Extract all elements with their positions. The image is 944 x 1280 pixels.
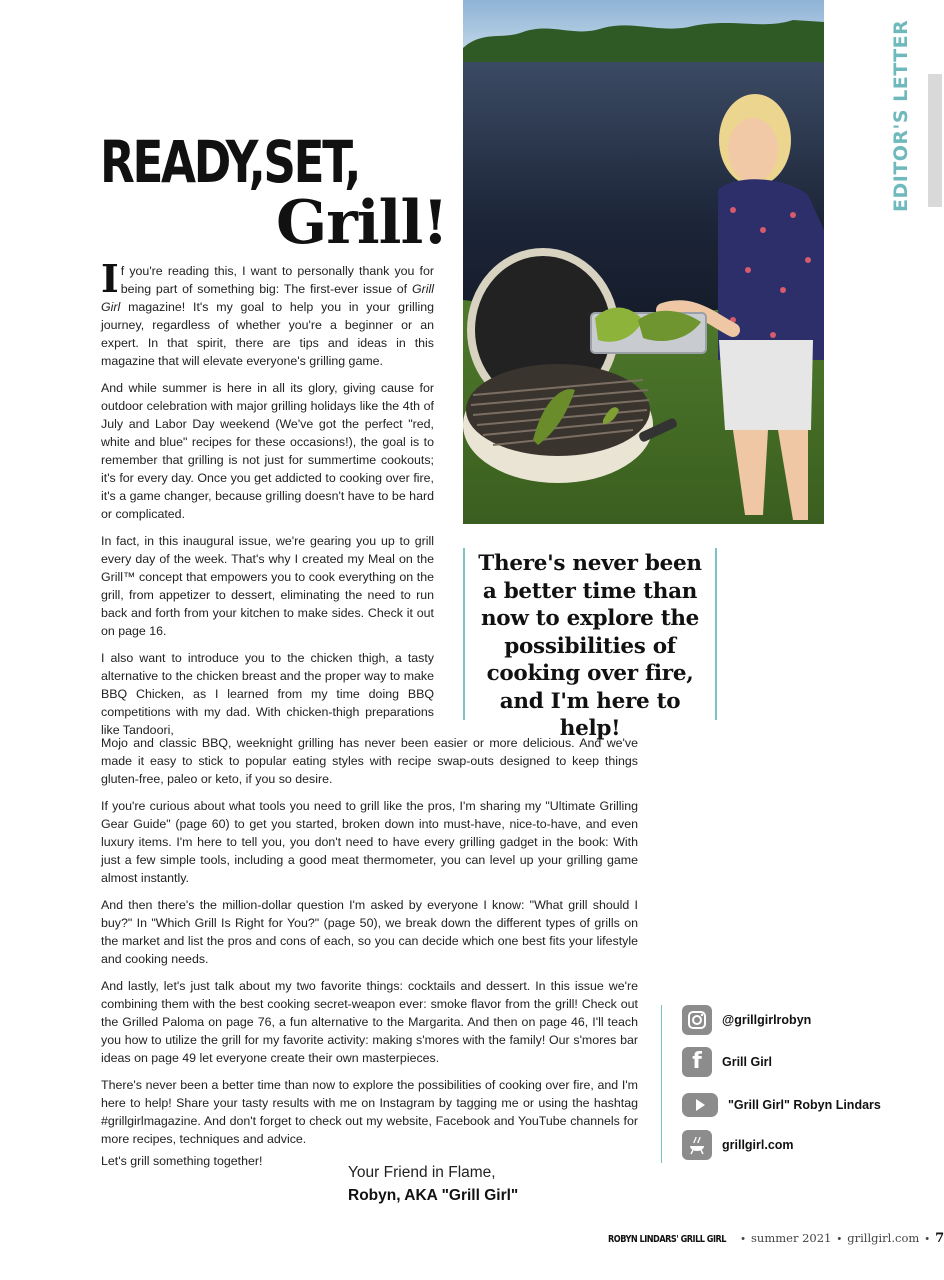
social-item-youtube[interactable] <box>682 1090 881 1120</box>
signoff-line: Your Friend in Flame, <box>348 1164 496 1181</box>
paragraph-7: And lastly, let's just talk about my two favorite things: cocktails and dessert. In this issue we're combining them with the best cooking secret-weapon ever: smoke flavor from the grill! Check out the Grilled Paloma on page 76, a fun alternative to the Margarita. And then on page 46, I'll teach you how to utilize the grill for my favorite activity: making s'mores with the family! Our s'mores bar ideas on page 49 let everyone create their own masterpieces. <box>101 979 638 1065</box>
social-label-website: grillgirl.com <box>722 1138 794 1152</box>
section-tab-bar <box>928 74 942 207</box>
paragraph-8: There's never been a better time than now to explore the possibilities of cooking over fire, and I'm here to help! Share your tasty results with me on Instagram by tagging me or using the hashtag #grillgirlmagazine. And don't forget to check out my website, Facebook and YouTube channels for more recipes, techniques and advice. <box>101 1078 638 1146</box>
youtube-icon <box>682 1093 718 1117</box>
pull-quote <box>463 548 717 741</box>
website-grill-icon <box>682 1130 712 1160</box>
section-tab <box>888 19 914 212</box>
paragraph-4-start: I also want to introduce you to the chicken thigh, a tasty alternative to the chicken breast and the proper way to make BBQ Chicken, as I learned from my time doing BBQ competitions with my dad. With chicken-thigh preparations like Tandoori, <box>101 651 434 737</box>
social-label-instagram: @grillgirlrobyn <box>722 1013 812 1027</box>
paragraph-5: If you're curious about what tools you need to grill like the pros, I'm sharing my "Ultimate Grilling Gear Guide" (page 60) to get you started, broken down into must-have, nice-to-have, and even luxury items. I'm here to tell you, you don't need to have every grilling gadget in the book: With just a few simple tools, including a good meat thermometer, you can level up your grilling game almost instantly. <box>101 799 638 885</box>
paragraph-6: And then there's the million-dollar question I'm asked by everyone I know: "What grill should I buy?" In "Which Grill Is Right for You?" (page 50), we break down the different types of grills on the market and list the pros and cons of each, so you can decide which one best fits your lifestyle and cooking needs. <box>101 898 638 966</box>
paragraph-4-continued: Mojo and classic BBQ, weeknight grilling has never been easier or more delicious. And we've made it easy to stick to popular eating styles with recipe swap-outs designed to keep things gluten-free, paleo or keto, if you so desire. <box>101 736 638 786</box>
social-item-facebook[interactable] <box>682 1047 772 1077</box>
social-item-website[interactable] <box>682 1130 794 1160</box>
headline-line-2: Grill! <box>276 188 448 258</box>
footer-brand: ROBYN LINDARS' GRILL GIRL <box>608 1234 726 1245</box>
paragraph-1-text: f you're reading this, I want to personally thank you for being part of something big: The first-ever issue of <box>120 264 434 296</box>
page-footer <box>608 1231 944 1246</box>
page-number: 7 <box>935 1231 944 1246</box>
social-item-instagram[interactable] <box>682 1005 811 1035</box>
author-signature: Robyn, AKA "Grill Girl" <box>348 1187 519 1204</box>
pull-quote-text: There's never been a better time than now to explore the possibilities of cooking over fire, and I'm here to help! <box>478 551 702 741</box>
footer-separator: • <box>837 1233 842 1245</box>
section-tab-label: EDITOR'S LETTER <box>890 19 912 212</box>
social-label-youtube: "Grill Girl" Robyn Lindars <box>728 1098 881 1112</box>
article-column-2 <box>101 734 638 1157</box>
footer-separator: • <box>741 1233 746 1245</box>
drop-cap: I <box>101 256 119 301</box>
social-links <box>661 1005 892 1163</box>
magazine-title-italic: Grill Girl <box>101 282 434 314</box>
paragraph-1-end: magazine! It's my goal to help you in your grilling journey, regardless of whether you're a beginner or an expert. In that spirit, there are tips and ideas in this magazine that will elevate everyone's grilling game. <box>101 300 434 368</box>
hero-photo-woman-grilling <box>463 0 824 524</box>
headline-line-1: READY,SET, <box>100 128 360 196</box>
footer-separator: • <box>925 1233 930 1245</box>
social-label-facebook: Grill Girl <box>722 1055 773 1069</box>
facebook-icon: f <box>682 1047 712 1077</box>
footer-issue: summer 2021 <box>751 1231 832 1245</box>
article-column-1 <box>101 256 434 739</box>
paragraph-3: In fact, in this inaugural issue, we're gearing you up to grill every day of the week. That's why I created my Meal on the Grill™ concept that empowers you to cook everything on the grill, from appetizer to dessert, eliminating the need to run back and forth from your kitchen to make sides. Check it out on page 16. <box>101 534 434 638</box>
paragraph-1 <box>101 256 434 370</box>
footer-site: grillgirl.com <box>847 1231 920 1245</box>
paragraph-9: Let's grill something together! <box>101 1154 263 1168</box>
instagram-icon <box>682 1005 712 1035</box>
paragraph-2: And while summer is here in all its glory, giving cause for outdoor celebration with major grilling holidays like the 4th of July and Labor Day weekend (We've got the perfect "red, white and blue" recipes for these occasions!), the goal is to remember that grilling is not just for summertime cookouts; it's for every day. Once you get addicted to cooking over fire, it's a game changer, because grilling doesn't have to be hard or complicated. <box>101 381 434 521</box>
